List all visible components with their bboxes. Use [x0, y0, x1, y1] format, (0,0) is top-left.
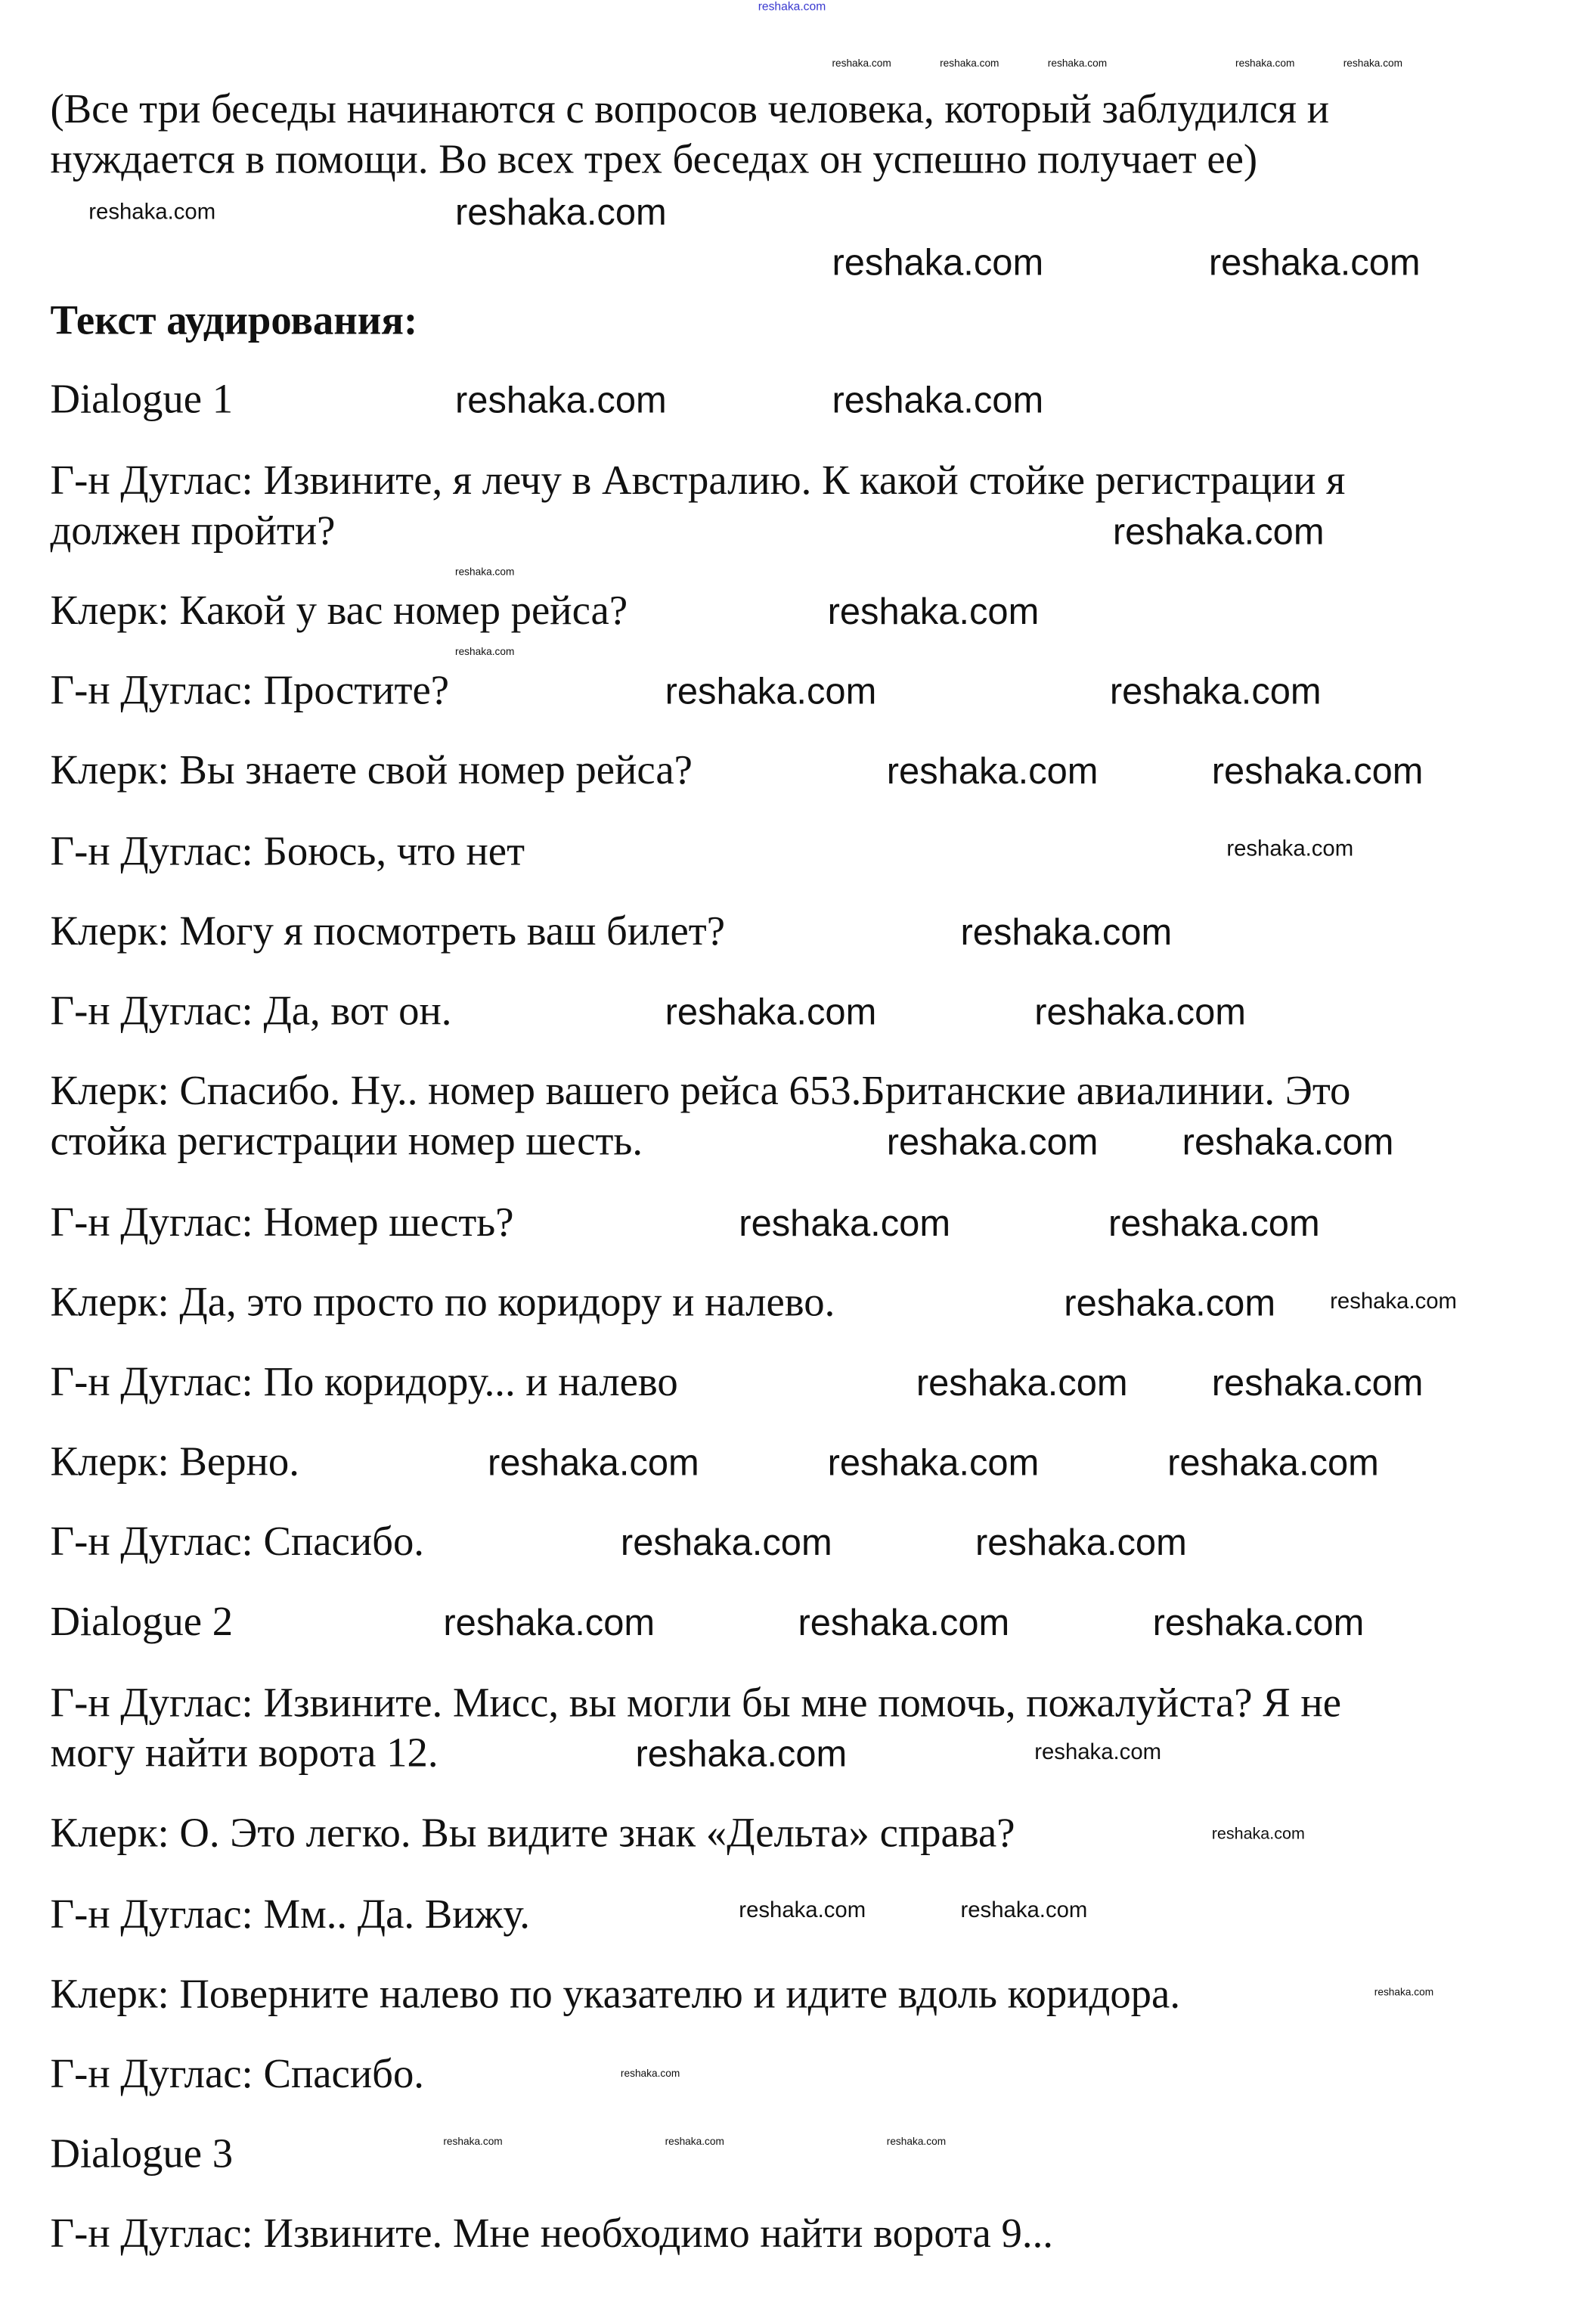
watermark: reshaka.com: [1343, 59, 1403, 70]
watermark: reshaka.com: [1182, 1122, 1394, 1164]
dialogue-line: Клерк: Поверните налево по указателю и идите вдоль коридора.: [50, 1972, 1181, 2018]
watermark: reshaka.com: [455, 380, 667, 422]
dialogue-line: Г-н Дуглас: Мм.. Да. Вижу.: [50, 1891, 530, 1938]
watermark: reshaka.com: [1152, 1602, 1365, 1644]
dialogue-heading: Dialogue 3: [50, 2131, 234, 2178]
dialogue-line: Г-н Дуглас: Боюсь, что нет: [50, 829, 525, 876]
watermark: reshaka.com: [1211, 1363, 1424, 1404]
watermark: reshaka.com: [886, 750, 1099, 793]
dialogue-line: Г-н Дуглас: По коридору... и налево: [50, 1360, 678, 1406]
watermark: reshaka.com: [455, 192, 667, 234]
dialogue-line: должен пройти?: [50, 508, 336, 554]
dialogue-line: Г-н Дуглас: Да, вот он.: [50, 988, 452, 1035]
dialogue-line: Клерк: Вы знаете свой номер рейса?: [50, 748, 693, 794]
watermark: reshaka.com: [1064, 1283, 1276, 1325]
intro-line: (Все три беседы начинаются с вопросов человека, который заблудился и: [50, 87, 1330, 133]
dialogue-line: Г-н Дуглас: Извините. Мне необходимо найти ворота 9...: [50, 2211, 1053, 2257]
watermark: reshaka.com: [1034, 991, 1246, 1034]
dialogue-line: Г-н Дуглас: Спасибо.: [50, 1519, 425, 1565]
dialogue-line: Г-н Дуглас: Извините. Мисс, вы могли бы мне помочь, пожалуйста? Я не: [50, 1680, 1341, 1727]
watermark: reshaka.com: [832, 59, 891, 70]
watermark: reshaka.com: [798, 1602, 1010, 1644]
watermark: reshaka.com: [827, 1442, 1040, 1485]
watermark: reshaka.com: [1226, 836, 1354, 862]
watermark: reshaka.com: [665, 2137, 724, 2149]
dialogue-line: Г-н Дуглас: Номер шесть?: [50, 1200, 514, 1246]
header-watermark: reshaka.com: [758, 0, 826, 14]
dialogue-heading: Dialogue 2: [50, 1599, 234, 1646]
watermark: reshaka.com: [1211, 750, 1424, 793]
watermark: reshaka.com: [88, 199, 216, 225]
watermark: reshaka.com: [665, 991, 877, 1034]
dialogue-line: могу найти ворота 12.: [50, 1730, 439, 1777]
watermark: reshaka.com: [975, 1522, 1187, 1564]
dialogue-line: Клерк: Да, это просто по коридору и налево.: [50, 1280, 835, 1326]
watermark: reshaka.com: [916, 1363, 1128, 1404]
watermark: reshaka.com: [455, 647, 515, 658]
watermark: reshaka.com: [1167, 1442, 1379, 1485]
watermark: reshaka.com: [1208, 242, 1421, 284]
watermark: reshaka.com: [739, 1897, 866, 1923]
dialogue-line: Клерк: О. Это легко. Вы видите знак «Дельта» справа?: [50, 1810, 1015, 1857]
watermark: reshaka.com: [443, 1602, 655, 1644]
dialogue-line: Клерк: Верно.: [50, 1439, 299, 1486]
watermark: reshaka.com: [1034, 1739, 1162, 1765]
watermark: reshaka.com: [886, 1122, 1099, 1164]
watermark: reshaka.com: [1235, 59, 1295, 70]
watermark: reshaka.com: [488, 1442, 699, 1485]
dialogue-line: Клерк: Спасибо. Ну.. номер вашего рейса 653.Британские авиалинии. Это: [50, 1069, 1351, 1115]
watermark: reshaka.com: [665, 671, 877, 713]
dialogue-line: Г-н Дуглас: Спасибо.: [50, 2051, 425, 2098]
watermark: reshaka.com: [1112, 511, 1325, 554]
watermark: reshaka.com: [1211, 1825, 1305, 1844]
watermark: reshaka.com: [1330, 1289, 1457, 1314]
dialogue-heading: Dialogue 1: [50, 377, 234, 424]
watermark: reshaka.com: [1374, 1987, 1434, 1999]
dialogue-line: Клерк: Могу я посмотреть ваш билет?: [50, 909, 726, 955]
watermark: reshaka.com: [620, 1522, 832, 1564]
watermark: reshaka.com: [832, 380, 1044, 422]
dialogue-line: Г-н Дуглас: Извините, я лечу в Австралию. К какой стойке регистрации я: [50, 458, 1346, 504]
watermark: reshaka.com: [443, 2137, 503, 2149]
watermark: reshaka.com: [827, 591, 1040, 633]
dialogue-line: Клерк: Какой у вас номер рейса?: [50, 588, 628, 635]
watermark: reshaka.com: [960, 1897, 1088, 1923]
watermark: reshaka.com: [620, 2069, 680, 2080]
watermark: reshaka.com: [940, 59, 999, 70]
watermark: reshaka.com: [739, 1203, 951, 1245]
section-heading: Текст аудирования:: [50, 298, 418, 345]
watermark: reshaka.com: [1047, 59, 1108, 70]
watermark: reshaka.com: [960, 911, 1173, 954]
watermark: reshaka.com: [455, 567, 515, 579]
intro-line: нуждается в помощи. Во всех трех беседах он успешно получает ее): [50, 137, 1258, 184]
dialogue-line: стойка регистрации номер шесть.: [50, 1119, 643, 1165]
watermark: reshaka.com: [1109, 671, 1322, 713]
watermark: reshaka.com: [832, 242, 1044, 284]
dialogue-line: Г-н Дуглас: Простите?: [50, 668, 450, 715]
watermark: reshaka.com: [635, 1733, 848, 1776]
watermark: reshaka.com: [886, 2137, 947, 2149]
watermark: reshaka.com: [1108, 1203, 1320, 1245]
